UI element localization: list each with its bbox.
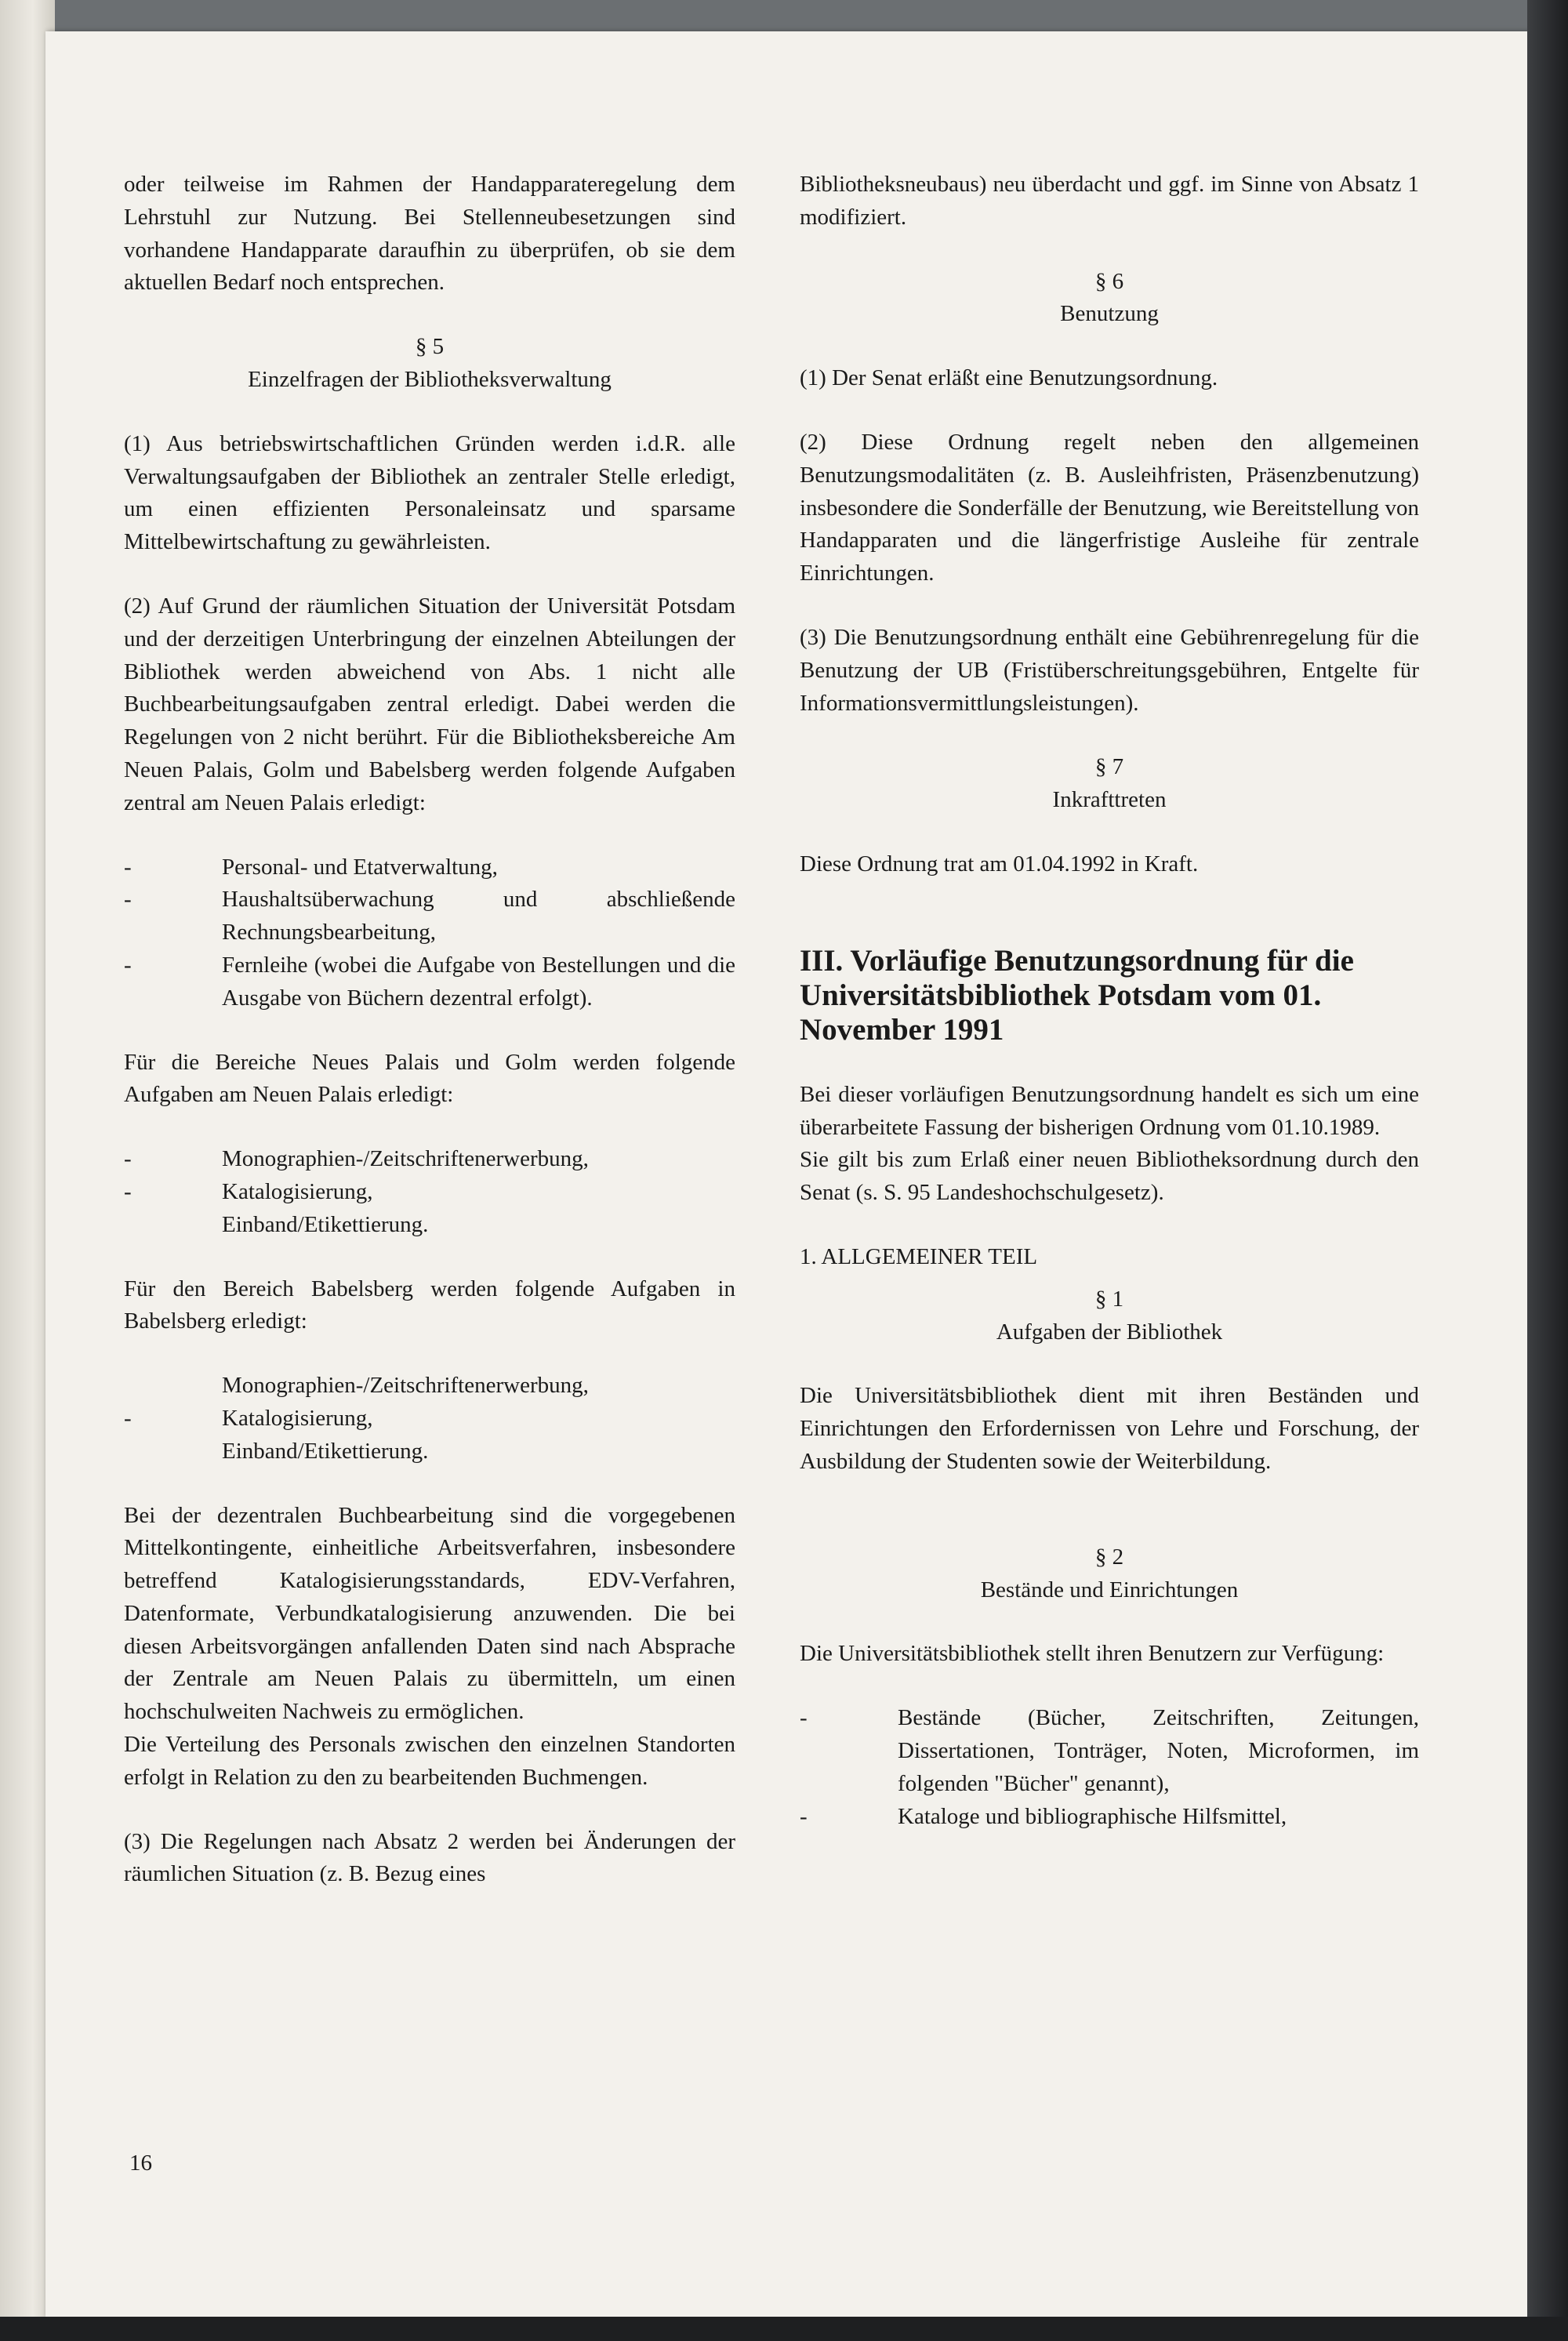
list-item: Monographien-/Zeitschriftenerwerbung, — [222, 1373, 589, 1399]
list-item: - Katalogisierung, — [124, 1403, 735, 1435]
holdings-list — [800, 1702, 1419, 1833]
list-item: - Monographien-/Zeitschriftenerwerbung, — [124, 1143, 735, 1176]
part-heading: 1. ALLGEMEINER TEIL — [800, 1243, 1038, 1269]
paragraph: Bei dieser vorläufigen Benutzungsordnung handelt es sich um eine überarbeitete Fassung der bisherigen Ordnung vom 01.10.1989. — [800, 1081, 1419, 1140]
list-item: Einband/Etikettierung. — [222, 1211, 429, 1237]
page-number: 16 — [129, 2150, 152, 2176]
dash-marker: - — [124, 887, 132, 913]
paragraph: Bei der dezentralen Buchbearbeitung sind die vorgegebenen Mittelkontingente, einheitliche Arbeitsverfahren, insbesondere betreffend Katalogisierungsstandards, EDV-Verfahren, Datenformate, Verbundkatalogisierung anzuwenden. Die bei diesen Arbeitsvorgängen anfallenden Daten sind nach Absprache der Zentrale am Neuen Palais zu übermitteln, um einen hochschulweiten Nachweis zu ermöglichen. — [124, 1502, 735, 1725]
chapter-heading: III. Vorläufige Benutzungsordnung für die Universitätsbibliothek Potsdam vom 01. November 1991 — [800, 943, 1354, 1047]
dash-marker: - — [124, 1405, 132, 1431]
dash-marker: - — [124, 1146, 132, 1172]
right-column — [800, 169, 1419, 1864]
task-list — [124, 1370, 735, 1468]
section-title: Bestände und Einrichtungen — [980, 1577, 1239, 1602]
section-number: § 1 — [1094, 1286, 1124, 1312]
section-number: § 5 — [415, 334, 445, 360]
list-item: Einband/Etikettierung. — [222, 1438, 429, 1464]
list-item: - Katalogisierung, — [124, 1176, 735, 1209]
paragraph: Die Universitätsbibliothek dient mit ihren Beständen und Einrichtungen den Erfordernissen von Lehre und Forschung, der Ausbildung der Studenten sowie der Weiterbildung. — [800, 1383, 1419, 1474]
paragraph: (2) Diese Ordnung regelt neben den allgemeinen Benutzungsmodalitäten (z. B. Ausleihfristen, Präsenzbenutzung) insbesondere die Sonderfälle der Benutzung, wie Bereitstellung von Handapparaten und die längerfristige Ausleihe für zentrale Einrichtungen. — [800, 429, 1419, 586]
paragraph: Diese Ordnung trat am 01.04.1992 in Kraft. — [800, 851, 1199, 877]
paragraph: (3) Die Benutzungsordnung enthält eine Gebührenregelung für die Benutzung der UB (Fristüberschreitungsgebühren, Entgelte für Informationsvermittlungsleistungen). — [800, 624, 1419, 716]
paragraph: (3) Die Regelungen nach Absatz 2 werden bei Änderungen der räumlichen Situation (z. B. Bezug eines — [124, 1828, 735, 1887]
page-edge-bottom — [0, 2317, 1568, 2341]
page-edge-right — [1527, 0, 1568, 2341]
paragraph: Die Universitätsbibliothek stellt ihren Benutzern zur Verfügung: — [800, 1641, 1385, 1667]
paragraph: (1) Der Senat erläßt eine Benutzungsordnung. — [800, 365, 1218, 391]
paragraph: (1) Aus betriebswirtschaftlichen Gründen werden i.d.R. alle Verwaltungsaufgaben der Bibliothek an zentraler Stelle erledigt, um einen effizienten Personaleinsatz und sparsame Mittelbewirtschaftung zu gewährleisten. — [124, 430, 735, 555]
paragraph: (2) Auf Grund der räumlichen Situation der Universität Potsdam und der derzeitigen Unterbringung der einzelnen Abteilungen der Bibliothek werden abweichend von Abs. 1 nicht alle Buchbearbeitungsaufgaben zentral erledigt. Dabei werden die Regelungen von 2 nicht berührt. Für die Bibliotheksbereiche Am Neuen Palais, Golm und Babelsberg werden folgende Aufgaben zentral am Neuen Palais erledigt: — [124, 593, 735, 815]
section-title: Aufgaben der Bibliothek — [996, 1319, 1223, 1345]
paragraph: Bibliotheksneubaus) neu überdacht und ggf. im Sinne von Absatz 1 modifiziert. — [800, 172, 1419, 230]
task-list — [124, 1143, 735, 1241]
paragraph: Die Verteilung des Personals zwischen den einzelnen Standorten erfolgt in Relation zu den zu bearbeitenden Buchmengen. — [124, 1732, 735, 1790]
paragraph: Für die Bereiche Neues Palais und Golm werden folgende Aufgaben am Neuen Palais erledigt: — [124, 1049, 735, 1108]
section-title: Einzelfragen der Bibliotheksverwaltung — [248, 366, 612, 392]
section-title: Benutzung — [1060, 301, 1159, 327]
dash-marker: - — [124, 952, 132, 978]
list-item: - Fernleihe (wobei die Aufgabe von Bestellungen und die Ausgabe von Büchern dezentral erfolgt). — [124, 949, 735, 1015]
list-item: - Bestände (Bücher, Zeitschriften, Zeitungen, Dissertationen, Tonträger, Noten, Microformen, im folgenden "Bücher" genannt), — [800, 1702, 1419, 1800]
paragraph: Sie gilt bis zum Erlaß einer neuen Bibliotheksordnung durch den Senat (s. S. 95 Landeshochschulgesetz). — [800, 1147, 1419, 1206]
dash-marker: - — [800, 1705, 808, 1731]
list-item: - Haushaltsüberwachung und abschließende Rechnungsbearbeitung, — [124, 884, 735, 949]
dash-marker: - — [800, 1803, 808, 1829]
paragraph: Für den Bereich Babelsberg werden folgende Aufgaben in Babelsberg erledigt: — [124, 1276, 735, 1334]
section-title: Inkrafttreten — [1052, 787, 1167, 813]
section-number: § 6 — [1094, 268, 1124, 294]
left-column — [124, 169, 735, 1922]
section-number: § 7 — [1094, 754, 1124, 780]
paragraph: oder teilweise im Rahmen der Handapparateregelung dem Lehrstuhl zur Nutzung. Bei Stellenneubesetzungen sind vorhandene Handapparate daraufhin zu überprüfen, ob sie dem aktuellen Bedarf noch entsprechen. — [124, 172, 735, 296]
list-item: - Kataloge und bibliographische Hilfsmittel, — [800, 1801, 1419, 1834]
section-number: § 2 — [1094, 1544, 1124, 1570]
dash-marker: - — [124, 1178, 132, 1204]
task-list — [124, 851, 735, 1015]
dash-marker: - — [124, 854, 132, 880]
list-item: - Personal- und Etatverwaltung, — [124, 851, 735, 884]
